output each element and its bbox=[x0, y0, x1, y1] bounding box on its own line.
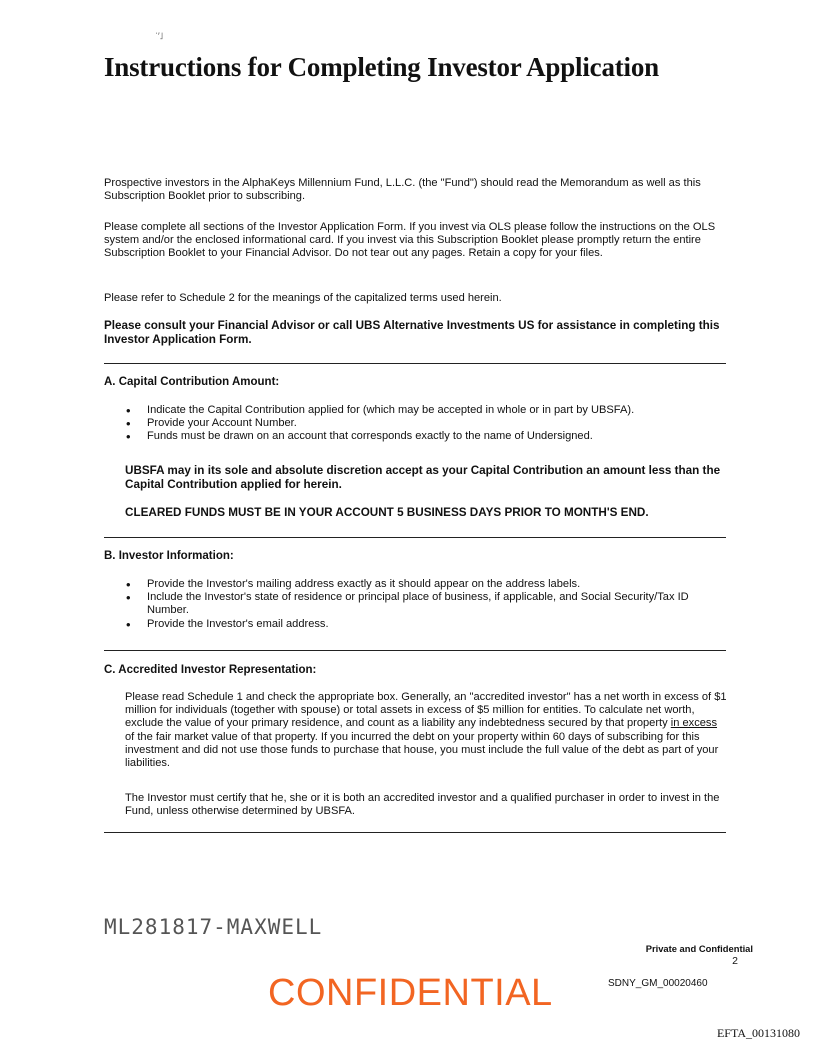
section-divider bbox=[104, 832, 726, 833]
bates-number: SDNY_GM_00020460 bbox=[608, 978, 708, 989]
list-item: • Indicate the Capital Contribution applied for (which may be accepted in whole or in part by UBSFA). bbox=[126, 404, 726, 417]
section-c-heading: C. Accredited Investor Representation: bbox=[104, 664, 317, 676]
list-item: • Provide your Account Number. bbox=[126, 417, 726, 430]
section-a-cleared-funds-note: CLEARED FUNDS MUST BE IN YOUR ACCOUNT 5 BUSINESS DAYS PRIOR TO MONTH'S END. bbox=[125, 506, 649, 519]
list-item: • Provide the Investor's mailing address exactly as it should appear on the address labels. bbox=[126, 578, 726, 591]
section-a-discretion-note: UBSFA may in its sole and absolute discretion accept as your Capital Contribution an amount less than the Capital Contribution applied for herein. bbox=[125, 464, 721, 491]
section-c-underlined-text: in excess bbox=[670, 717, 718, 730]
corner-mark: ˈ′˩ bbox=[155, 31, 164, 41]
intro-paragraph-1: Prospective investors in the AlphaKeys Millennium Fund, L.L.C. (the "Fund") should read the Memorandum as well as this Subscription Booklet prior to subscribing. bbox=[104, 177, 701, 203]
intro-paragraph-3: Please refer to Schedule 2 for the meanings of the capitalized terms used herein. bbox=[104, 292, 502, 304]
section-a-bullets bbox=[126, 404, 726, 444]
confidential-watermark: CONFIDENTIAL bbox=[268, 972, 553, 1014]
page-title: Instructions for Completing Investor Application bbox=[104, 52, 659, 82]
list-item: • Funds must be drawn on an account that corresponds exactly to the name of Undersigned. bbox=[126, 430, 726, 443]
list-item: • Include the Investor's state of residence or principal place of business, if applicable, and Social Security/Tax ID Number. bbox=[126, 591, 726, 617]
section-a-heading: A. Capital Contribution Amount: bbox=[104, 376, 280, 388]
page-number: 2 bbox=[732, 955, 738, 967]
efta-number: EFTA_00131080 bbox=[716, 1026, 800, 1040]
section-c-paragraph-1 bbox=[125, 691, 727, 770]
maxwell-stamp: ML281817-MAXWELL bbox=[104, 915, 323, 939]
section-divider bbox=[104, 363, 726, 364]
section-c-text: of the fair market value of that property. If you incurred the debt on your property within 60 days of subscribing for this investment and did not use those funds to purchase that house, you must include the full value of the debt as part of your liabilities. bbox=[125, 730, 719, 770]
section-b-heading: B. Investor Information: bbox=[104, 550, 234, 562]
list-item: • Provide the Investor's email address. bbox=[126, 618, 726, 631]
intro-paragraph-2: Please complete all sections of the Investor Application Form. If you invest via OLS please follow the instructions on the OLS system and/or the enclosed informational card. If you invest via this Subscription Booklet please promptly return the entire Subscription Booklet to your Financial Advisor. Do not tear out any pages. Retain a copy for your files. bbox=[104, 221, 716, 260]
private-confidential-label: Private and Confidential bbox=[645, 943, 753, 954]
section-b-bullets bbox=[126, 578, 726, 631]
intro-consult-note: Please consult your Financial Advisor or call UBS Alternative Investments US for assistance in completing this Investor Application Form. bbox=[104, 319, 720, 346]
section-c-paragraph-2: The Investor must certify that he, she or it is both an accredited investor and a qualified purchaser in order to invest in the Fund, unless otherwise determined by UBSFA. bbox=[125, 792, 720, 818]
section-c-text: Please read Schedule 1 and check the appropriate box. Generally, an "accredited investor" has a net worth in excess of $1 million for individuals (together with spouse) or total assets in excess of $5 million for entities. To calculate net worth, exclude the value of your primary residence, and count as a liability any indebtedness secured by that property bbox=[125, 691, 727, 730]
section-divider bbox=[104, 650, 726, 651]
section-divider bbox=[104, 537, 726, 538]
